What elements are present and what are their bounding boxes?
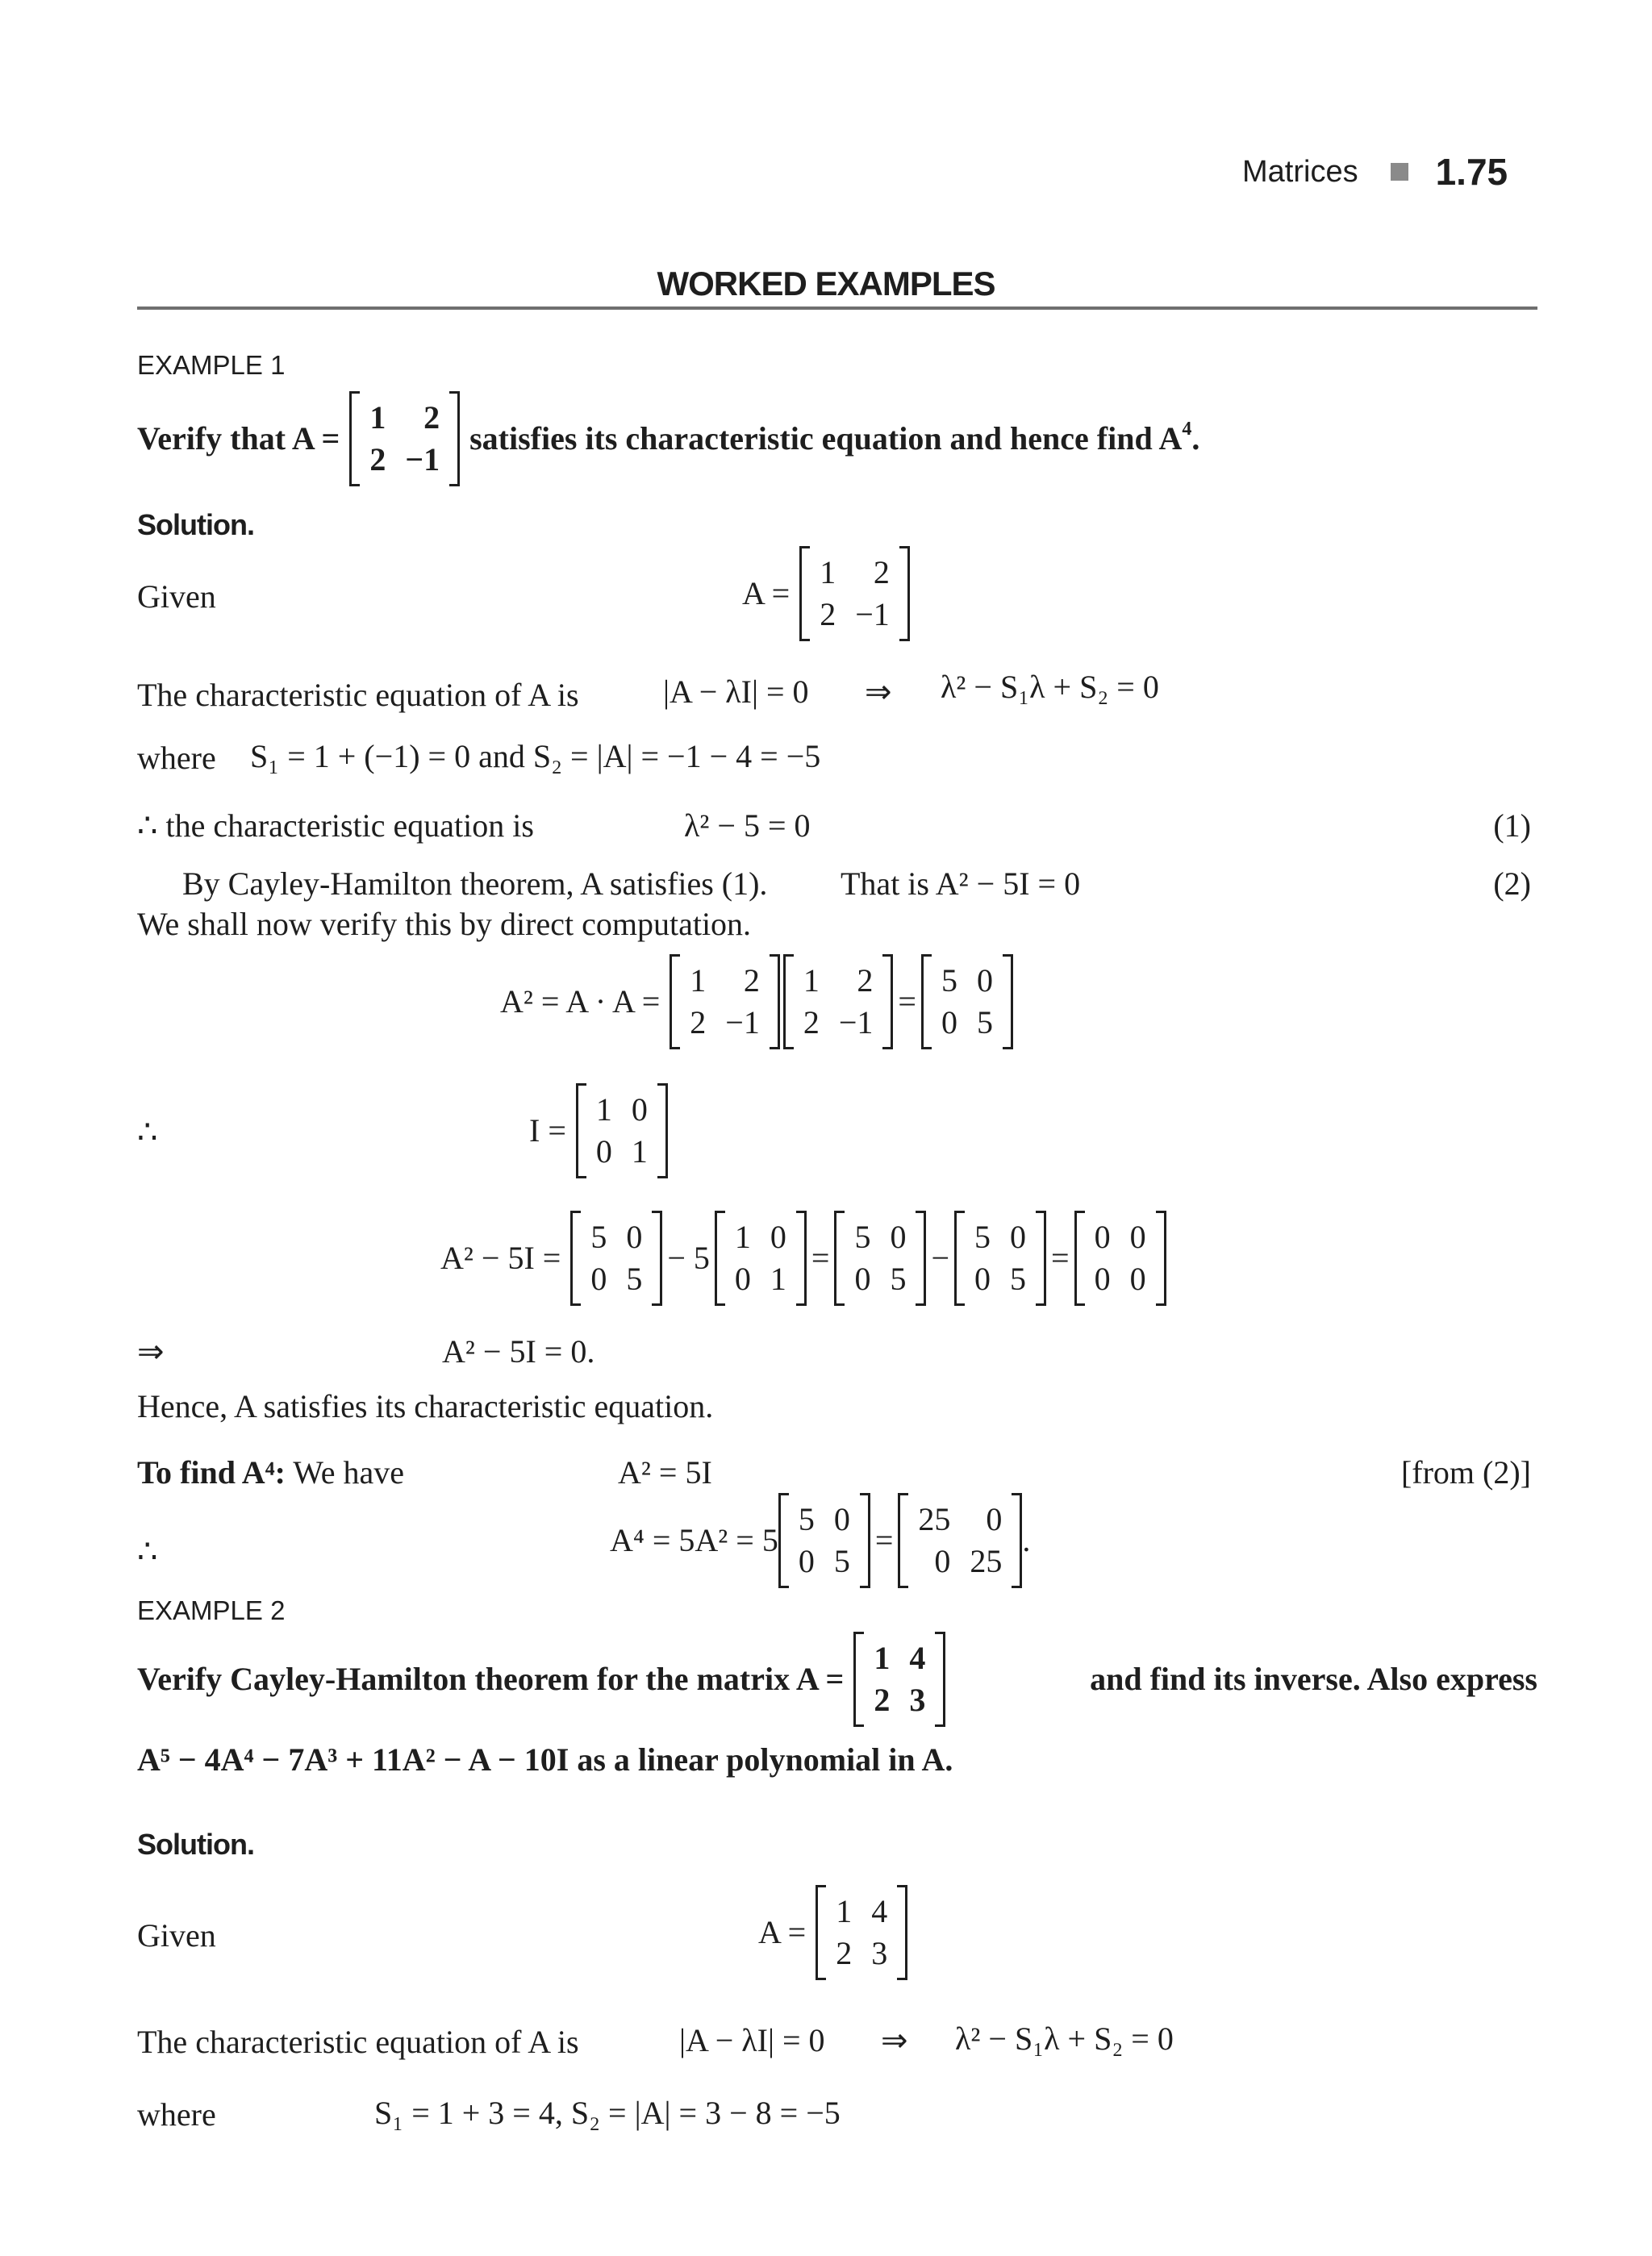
matrix-cell: 0 <box>986 1501 1003 1537</box>
matrix-five-i <box>954 1213 1046 1303</box>
matrix-cell: 5 <box>941 962 957 999</box>
a-squared-minus-5i-computation: A² − 5I = 5 0 0 5 − 5 1 0 0 1 = 5 0 0 5 − 5 0 0 5 = 0 0 0 0 <box>440 1213 1166 1303</box>
matrix-cell: 2 <box>743 962 760 999</box>
char-eq-text: The characteristic equation of A is <box>137 677 579 713</box>
matrix-cell: 3 <box>909 1682 926 1718</box>
matrix-a <box>670 957 780 1047</box>
matrix-cell: 0 <box>976 962 993 999</box>
char-eq-text: The characteristic equation of A is <box>137 2024 579 2060</box>
matrix-cell: 2 <box>836 1935 853 1971</box>
matrix-cell: 2 <box>820 596 836 632</box>
matrix-a <box>783 957 894 1047</box>
matrix-a <box>853 1634 945 1724</box>
cayley-text: By Cayley-Hamilton theorem, A satisfies (1). <box>182 865 768 902</box>
minus-five: − 5 <box>667 1240 710 1276</box>
verify-text: We shall now verify this by direct computation. <box>137 906 752 942</box>
given-label: Given <box>137 1917 216 1954</box>
matrix-cell: 2 <box>690 1004 707 1040</box>
find-a4-label: To find A⁴: <box>137 1454 286 1491</box>
implies-symbol: ⇒ <box>137 1333 165 1370</box>
square-marker-icon <box>1391 163 1408 181</box>
implies-symbol: ⇒ <box>865 673 892 710</box>
solution-label: Solution. <box>137 508 254 541</box>
matrix-a-squared <box>921 957 1013 1047</box>
a4-computation: A⁴ = 5A² = 5 5 0 0 5 = 25 0 0 25 . <box>610 1495 1030 1586</box>
therefore-symbol: ∴ <box>137 1533 158 1570</box>
matrix-cell: 3 <box>871 1935 888 1971</box>
matrix-cell: 0 <box>934 1543 951 1579</box>
matrix-a <box>349 394 460 484</box>
matrix-cell: 2 <box>874 1682 891 1718</box>
example-1-question <box>137 394 1199 484</box>
given-lhs: A = <box>758 1914 807 1950</box>
question-suffix: and find its inverse. Also express <box>1090 1661 1537 1697</box>
matrix-cell: 1 <box>836 1893 853 1929</box>
therefore-char-text: ∴ the characteristic equation is <box>137 807 534 844</box>
identity-lhs: I = <box>529 1112 566 1149</box>
example-2-label: EXAMPLE 2 <box>137 1595 286 1625</box>
from-2-reference: [from (2)] <box>1400 1454 1531 1491</box>
matrix-cell: 5 <box>833 1543 850 1579</box>
matrix-cell: 0 <box>890 1219 907 1255</box>
a-squared-lhs: A² = A · A = <box>500 983 661 1020</box>
matrix-a <box>816 1887 907 1978</box>
a2-equals-5i: A² = 5I <box>618 1454 712 1491</box>
char-det: |A − λI| = 0 <box>679 2022 825 2058</box>
matrix-cell: −1 <box>725 1004 760 1040</box>
given-label: Given <box>137 578 216 615</box>
find-a4-rest: We have <box>293 1454 405 1491</box>
matrix-cell: 0 <box>734 1261 751 1297</box>
matrix-cell: 0 <box>1010 1219 1027 1255</box>
identity-matrix <box>576 1086 668 1176</box>
matrix-cell: 1 <box>369 399 386 436</box>
zero-matrix <box>1074 1213 1166 1303</box>
equation-2-number: (2) <box>1493 865 1531 902</box>
matrix-cell: 1 <box>874 1640 891 1676</box>
matrix-cell: 0 <box>1129 1261 1146 1297</box>
matrix-cell: 0 <box>1129 1219 1146 1255</box>
matrix-cell: 5 <box>974 1219 991 1255</box>
char-poly: λ² − S₁λ + S₂ = 0 <box>941 669 1159 705</box>
example-2-question <box>137 1634 1537 1724</box>
matrix-cell: 2 <box>857 962 874 999</box>
result-line: A² − 5I = 0. <box>442 1333 595 1370</box>
page-number: 1.75 <box>1435 151 1508 193</box>
matrix-cell: 0 <box>595 1133 612 1170</box>
matrix-cell: 5 <box>626 1261 643 1297</box>
matrix-a4 <box>898 1495 1022 1586</box>
matrix-cell: 1 <box>631 1133 648 1170</box>
given-lhs: A = <box>742 575 791 611</box>
matrix-a-squared <box>834 1213 926 1303</box>
lhs: A² − 5I = <box>440 1240 561 1276</box>
matrix-cell: 5 <box>798 1501 815 1537</box>
matrix-cell: −1 <box>855 596 890 632</box>
matrix-cell: 1 <box>595 1091 612 1128</box>
matrix-cell: −1 <box>838 1004 874 1040</box>
question-prefix: Verify that A = <box>137 420 340 457</box>
matrix-cell: 1 <box>734 1219 751 1255</box>
matrix-cell: 5 <box>1010 1261 1027 1297</box>
matrix-cell: 2 <box>423 399 440 436</box>
matrix-cell: 0 <box>941 1004 957 1040</box>
matrix-cell: 25 <box>970 1543 1003 1579</box>
matrix-cell: 5 <box>854 1219 871 1255</box>
matrix-cell: 0 <box>1094 1219 1111 1255</box>
a-squared-computation: A² = A · A = 1 2 2 −1 1 2 2 −1 = 5 0 0 5 <box>500 957 1013 1047</box>
matrix-cell: 2 <box>369 441 386 477</box>
matrix-cell: 0 <box>1094 1261 1111 1297</box>
given-matrix <box>758 1887 907 1978</box>
matrix-cell: 2 <box>803 1004 820 1040</box>
matrix-cell: 1 <box>770 1261 786 1297</box>
matrix-cell: 4 <box>909 1640 926 1676</box>
section-name: Matrices <box>1242 154 1358 189</box>
matrix-cell: 0 <box>631 1091 648 1128</box>
matrix-cell: 25 <box>918 1501 951 1537</box>
char-det: |A − λI| = 0 <box>663 673 809 710</box>
char-poly: λ² − S₁λ + S₂ = 0 <box>955 2020 1174 2057</box>
example-1-label: EXAMPLE 1 <box>137 350 286 380</box>
matrix-cell: 5 <box>976 1004 993 1040</box>
matrix-cell: 0 <box>590 1261 607 1297</box>
given-matrix <box>742 548 910 639</box>
hence-text: Hence, A satisfies its characteristic equation. <box>137 1388 714 1424</box>
a4-lhs: A⁴ = 5A² = 5 <box>610 1522 778 1558</box>
section-title: WORKED EXAMPLES <box>657 265 995 302</box>
matrix-cell: 1 <box>803 962 820 999</box>
title-rule <box>137 306 1537 310</box>
matrix-cell: 5 <box>590 1219 607 1255</box>
matrix-cell: 0 <box>770 1219 786 1255</box>
implies-symbol: ⇒ <box>881 2022 908 2058</box>
matrix-cell: 1 <box>820 554 836 590</box>
matrix-a <box>799 548 910 639</box>
find-a4-line <box>137 1454 405 1491</box>
solution-label: Solution. <box>137 1828 254 1861</box>
matrix-cell: −1 <box>405 441 440 477</box>
matrix-cell: 1 <box>690 962 707 999</box>
matrix-cell: 0 <box>974 1261 991 1297</box>
where-expression: S₁ = 1 + (−1) = 0 and S₂ = |A| = −1 − 4 = −5 <box>250 738 821 774</box>
example-2-question-line-2: A⁵ − 4A⁴ − 7A³ + 11A² − A − 10I as a linear polynomial in A. <box>137 1741 953 1778</box>
matrix-cell: 4 <box>871 1893 888 1929</box>
identity-matrix <box>715 1213 807 1303</box>
identity-matrix-line <box>529 1086 668 1176</box>
equation-1: λ² − 5 = 0 <box>684 807 811 844</box>
matrix-a-squared <box>570 1213 662 1303</box>
running-header <box>1242 150 1508 194</box>
where-label: where <box>137 740 216 776</box>
matrix-cell: 0 <box>854 1261 871 1297</box>
that-is-text: That is A² − 5I = 0 <box>841 865 1081 902</box>
question-suffix: satisfies its characteristic equation and hence find $A^4$. <box>469 419 1200 457</box>
question-prefix: Verify Cayley-Hamilton theorem for the matrix A = <box>137 1661 845 1697</box>
matrix-cell: 5 <box>890 1261 907 1297</box>
therefore-symbol: ∴ <box>137 1114 158 1150</box>
matrix-cell: 0 <box>626 1219 643 1255</box>
matrix-cell: 0 <box>833 1501 850 1537</box>
where-label: where <box>137 2096 216 2133</box>
matrix-five-i <box>778 1495 870 1586</box>
where-expression: S₁ = 1 + 3 = 4, S₂ = |A| = 3 − 8 = −5 <box>374 2095 841 2131</box>
matrix-cell: 2 <box>873 554 890 590</box>
equation-1-number: (1) <box>1493 807 1531 844</box>
matrix-cell: 0 <box>798 1543 815 1579</box>
